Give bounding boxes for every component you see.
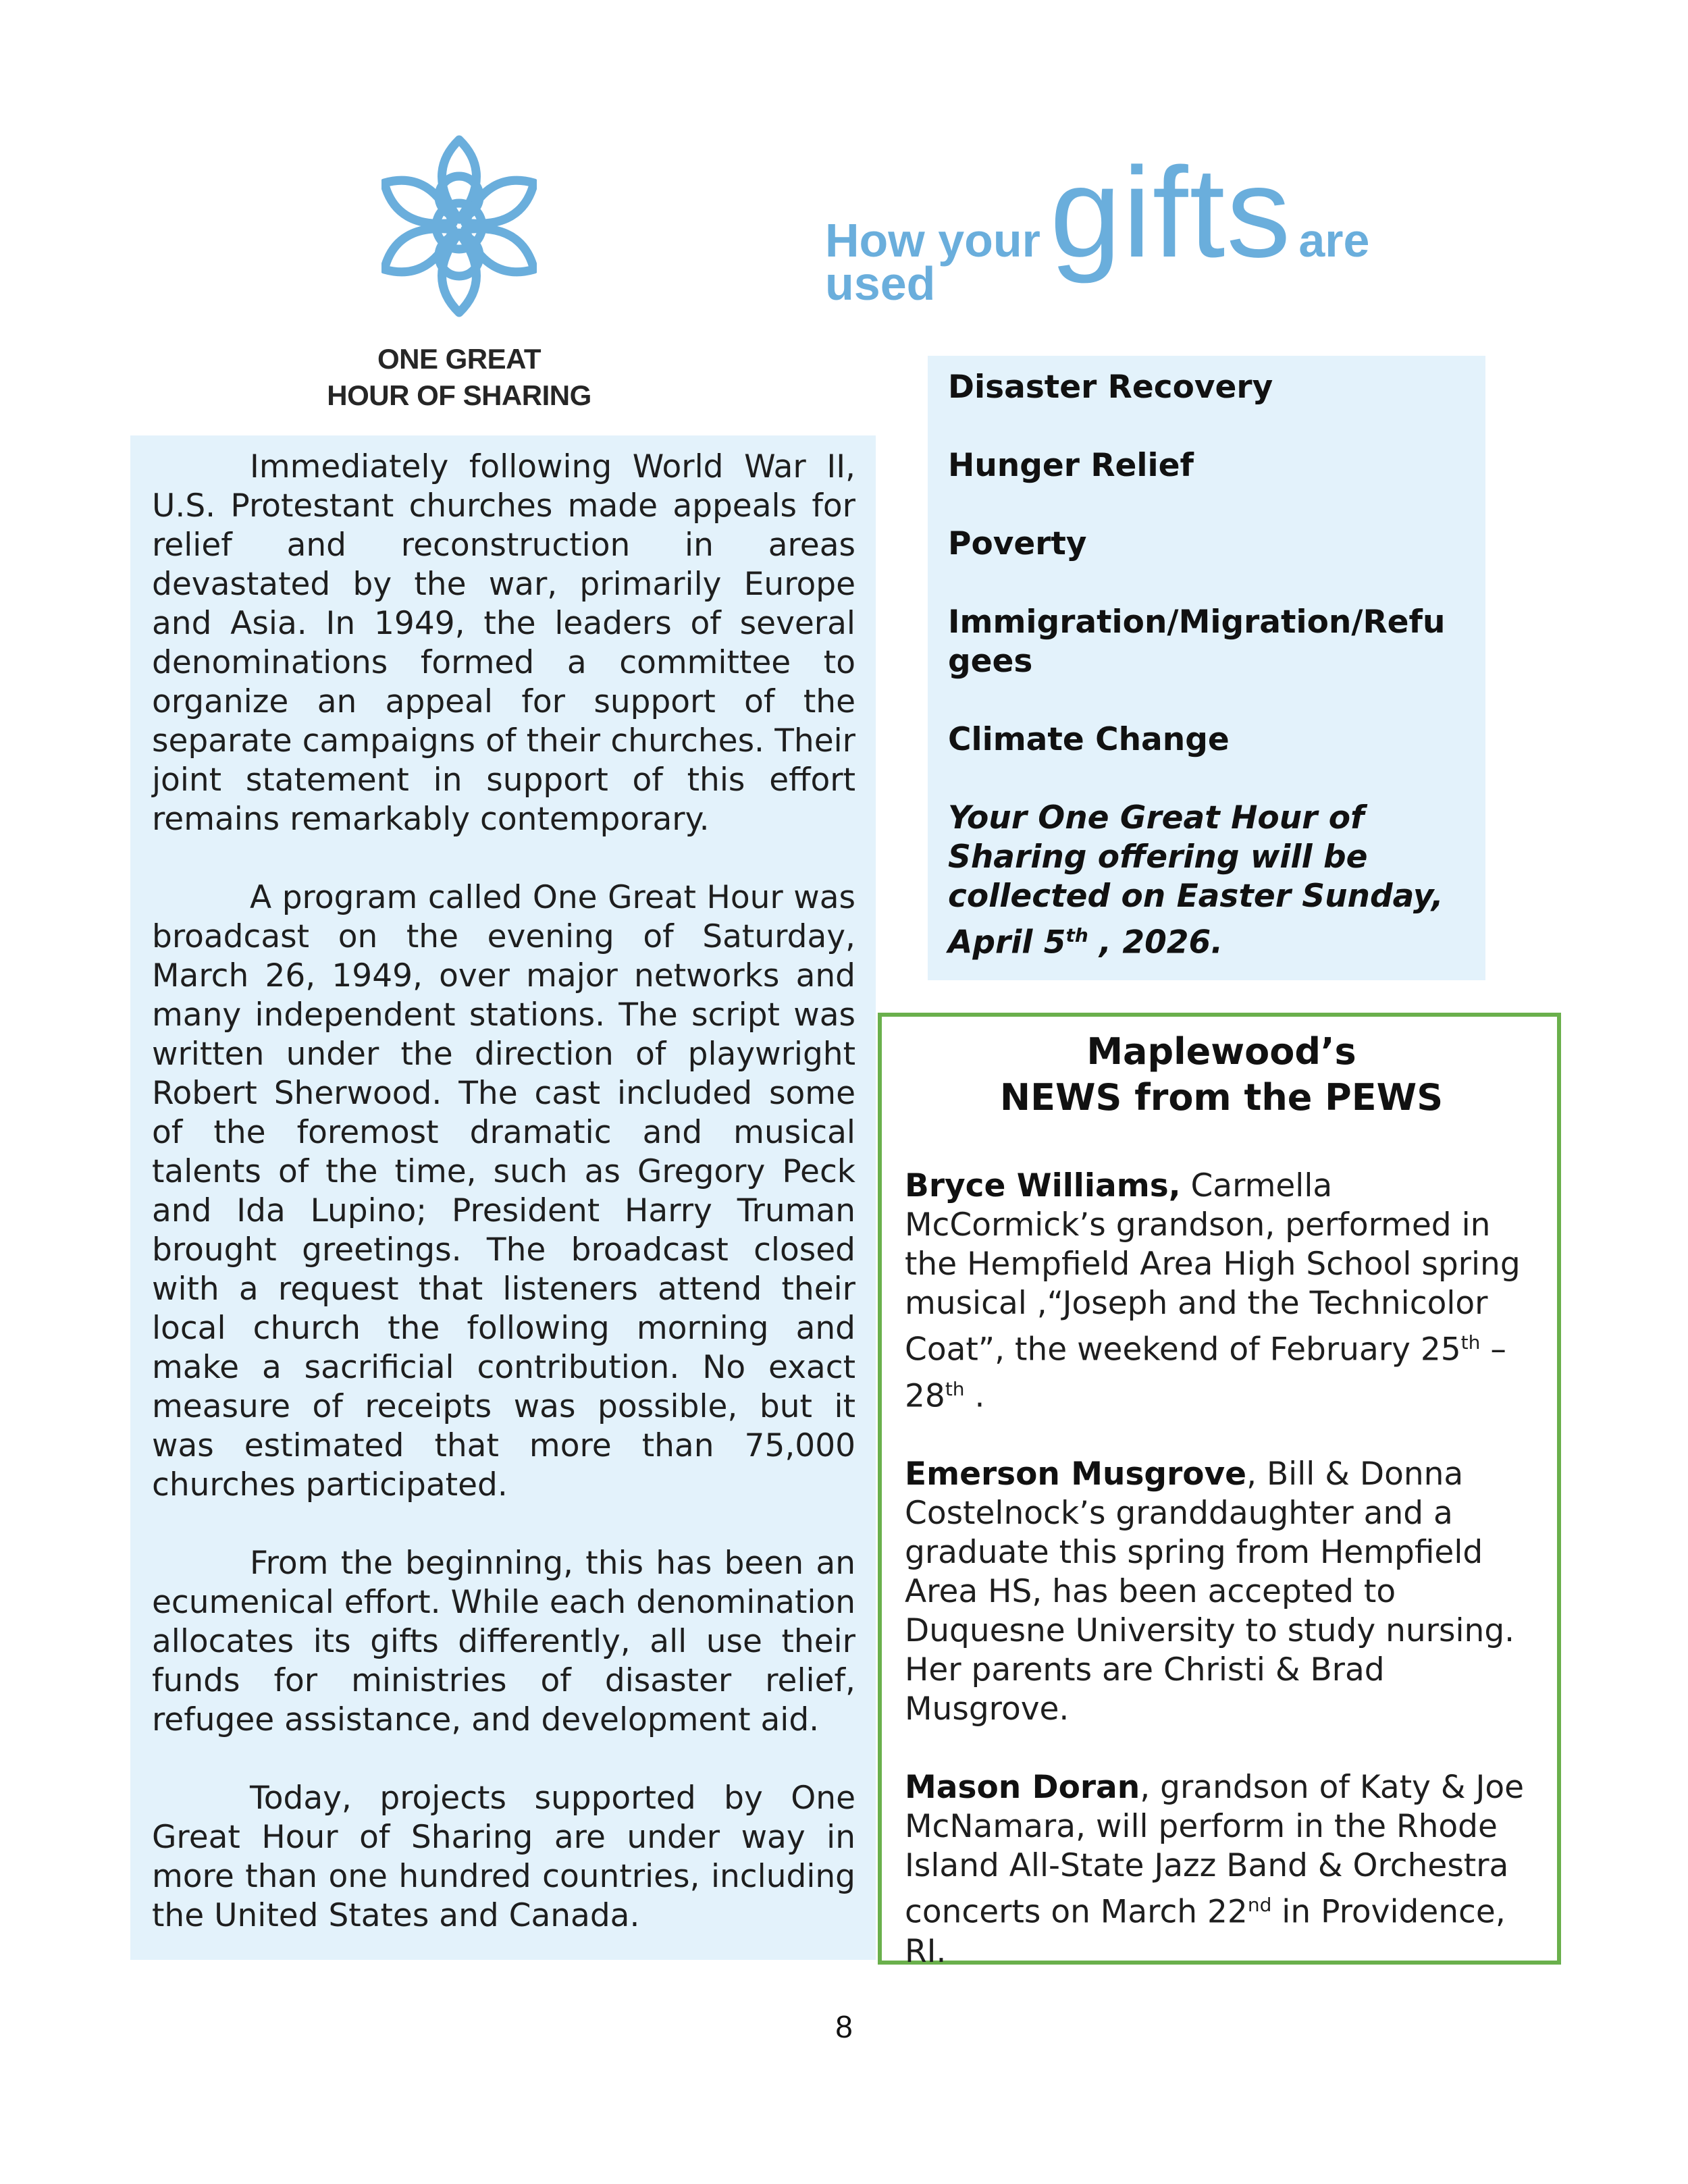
news-item-mid: – 28	[905, 1331, 1506, 1415]
heading-emphasis: gifts	[1049, 141, 1292, 284]
use-item: Climate Change	[948, 721, 1230, 758]
offering-note	[948, 799, 1465, 963]
news-item-sup: th	[1460, 1331, 1481, 1354]
offering-text: Your One Great Hour of Sharing offering will be collected on Easter Sunday, April 5	[948, 799, 1444, 961]
offering-end: , 2026.	[1088, 924, 1223, 961]
heading-suffix: are	[1298, 214, 1370, 267]
logo-line1: ONE GREAT	[377, 343, 542, 375]
news-item-name: Mason Doran	[905, 1769, 1140, 1807]
gifts-heading	[825, 141, 1500, 311]
use-item: Hunger Relief	[948, 447, 1194, 484]
news-item-text: , grandson of Katy & Joe McNamara, will perform in the Rhode Island All-State Jazz Band & Orchestra concerts on March 22	[905, 1769, 1525, 1931]
heading-line2: used	[825, 257, 936, 310]
news-item-text: Carmella McCormick’s grandson, performed in the Hempfield Area High School spring musical ,“Joseph and the Technicolor Coat”, the weekend of February 25	[905, 1167, 1521, 1368]
news-item	[905, 1167, 1538, 1416]
news-item-end: .	[964, 1377, 985, 1415]
news-item-name: Bryce Williams,	[905, 1167, 1181, 1204]
history-paragraph-1: Immediately following World War II, U.S. Protestant churches made appeals for relief and reconstruction in areas devastated by the war, primarily Europe and Asia. In 1949, the leaders of several denominations formed a committee to organize an appeal for support of the separate campaigns of their churches. Their joint statement in support of this effort remains remarkably contemporary.	[152, 448, 855, 838]
news-from-pews-box	[878, 1013, 1561, 1970]
ogh-logo	[297, 132, 621, 414]
news-item-sup: th	[945, 1377, 965, 1400]
history-paragraph-3: From the beginning, this has been an ecumenical effort. While each denomination allocates its gifts differently, all use their funds for ministries of disaster relief, refugee assistance, and development aid.	[152, 1545, 855, 1738]
news-item	[905, 1455, 1538, 1729]
logo-line2: HOUR OF SHARING	[327, 379, 591, 411]
offering-sup: th	[1065, 924, 1088, 947]
news-title	[905, 1029, 1538, 1121]
news-item-end: in Providence, RI.	[905, 1893, 1506, 1970]
logo-text	[297, 341, 621, 414]
news-item-sup: nd	[1247, 1894, 1272, 1917]
use-item: Disaster Recovery	[948, 369, 1273, 406]
news-item	[905, 1768, 1538, 1971]
news-title-line1: Maplewood’s	[1086, 1030, 1356, 1073]
news-item-name: Emerson Musgrove	[905, 1456, 1247, 1493]
gift-uses-box	[928, 356, 1485, 980]
news-item-text: , Bill & Donna Costelnock’s granddaughter and a graduate this spring from Hempfield Area HS, has been accepted to Duquesne University to study nursing. Her parents are Christi & Brad Musgrove.	[905, 1456, 1515, 1728]
ogh-flower-icon	[381, 132, 537, 321]
history-paragraph-4: Today, projects supported by One Great Hour of Sharing are under way in more than one hundred countries, including the United States and Canada.	[152, 1780, 855, 1934]
heading-prefix: How your	[825, 214, 1040, 267]
use-item: Poverty	[948, 525, 1087, 562]
page-number: 8	[835, 2009, 853, 2044]
use-item: Immigration/Migration/Refugees	[948, 604, 1446, 680]
history-paragraph-2: A program called One Great Hour was broadcast on the evening of Saturday, March 26, 1949, over major networks and many independent stations. The script was written under the direction of playwright Robert Sherwood. The cast included some of the foremost dramatic and musical talents of the time, such as Gregory Peck and Ida Lupino; President Harry Truman brought greetings. The broadcast closed with a request that listeners attend their local church the following morning and make a sacrificial contribution. No exact measure of receipts was possible, but it was estimated that more than 75,000 churches participated.	[152, 879, 855, 1503]
history-article	[130, 435, 876, 1960]
news-title-line2: NEWS from the PEWS	[999, 1076, 1444, 1119]
